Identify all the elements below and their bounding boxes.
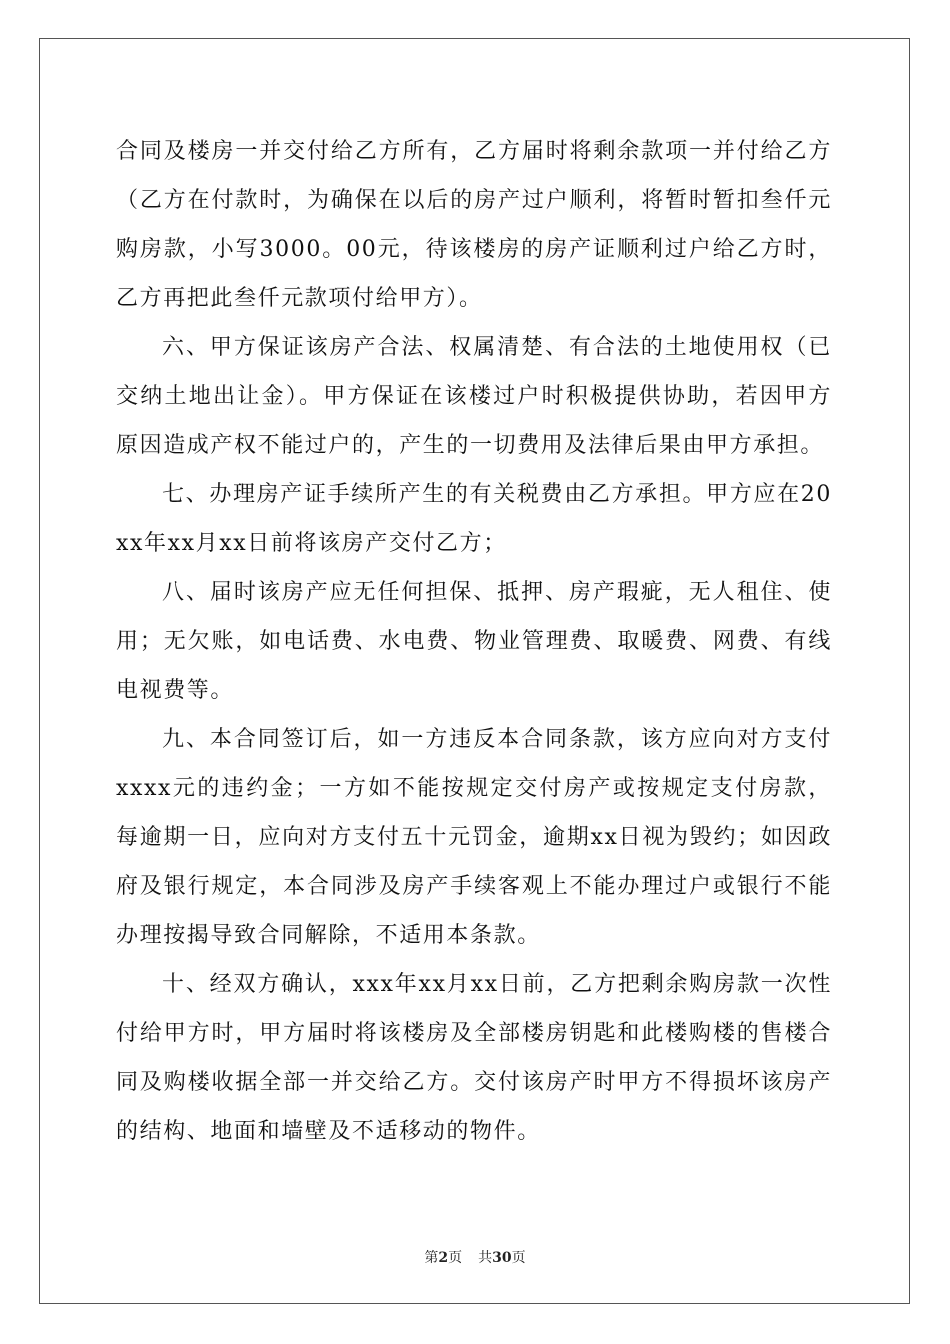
total-suffix: 页 [511, 1250, 526, 1266]
paragraph-clause-9: 九、本合同签订后，如一方违反本合同条款，该方应向对方支付xxxx元的违约金；一方如不能按规定交付房产或按规定支付房款，每逾期一日，应向对方支付五十元罚金，逾期xx日视为毁约；如因政府及银行规定，本合同涉及房产手续客观上不能办理过户或银行不能办理按揭导致合同解除，不适用本条款。 [116, 727, 832, 948]
paragraph-clause-6: 六、甲方保证该房产合法、权属清楚、有合法的土地使用权（已交纳土地出让金）。甲方保证在该楼过户时积极提供协助，若因甲方原因造成产权不能过户的，产生的一切费用及法律后果由甲方承担。 [116, 335, 832, 458]
paragraph-clause-10: 十、经双方确认，xxx年xx月xx日前，乙方把剩余购房款一次性付给甲方时，甲方届时将该楼房及全部楼房钥匙和此楼购楼的售楼合同及购楼收据全部一并交给乙方。交付该房产时甲方不得损坏该房产的结构、地面和墙壁及不适移动的物件。 [116, 972, 832, 1144]
page-footer [0, 1247, 950, 1267]
paragraph-clause-7: 七、办理房产证手续所产生的有关税费由乙方承担。甲方应在20xx年xx月xx日前将该房产交付乙方； [116, 482, 832, 556]
document-body [116, 127, 832, 1156]
page-number: 2 [438, 1250, 449, 1266]
paragraph-clause-8: 八、届时该房产应无任何担保、抵押、房产瑕疵，无人租住、使用；无欠账，如电话费、水电费、物业管理费、取暖费、网费、有线电视费等。 [116, 580, 832, 703]
total-pages: 30 [492, 1250, 512, 1266]
page-prefix: 第 [424, 1250, 439, 1266]
paragraph-continued: 合同及楼房一并交付给乙方所有，乙方届时将剩余款项一并付给乙方（乙方在付款时，为确保在以后的房产过户顺利，将暂时暂扣叁仟元购房款，小写3000。00元，待该楼房的房产证顺利过户给乙方时，乙方再把此叁仟元款项付给甲方）。 [116, 139, 832, 311]
total-prefix: 共 [478, 1250, 493, 1266]
page-suffix: 页 [448, 1250, 463, 1266]
